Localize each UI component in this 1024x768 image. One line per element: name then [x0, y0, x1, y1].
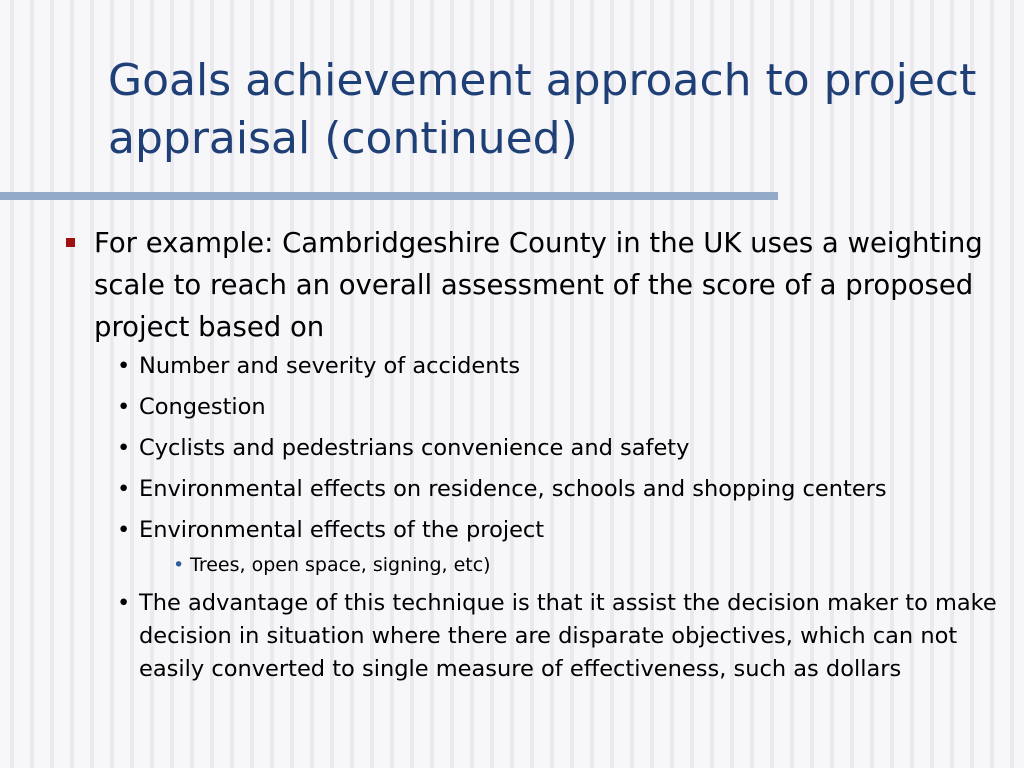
sub-bullet-item: [60, 473, 1010, 506]
sub-bullet-text: Number and severity of accidents: [139, 353, 521, 379]
sub-bullet-list: [60, 350, 1010, 686]
slide-title: Goals achievement approach to project appraisal (continued): [108, 55, 977, 164]
sub-bullet-item: [60, 432, 1010, 465]
bullet-dot-icon: •: [173, 554, 185, 576]
sub-sub-bullet-text: Trees, open space, signing, etc): [190, 554, 491, 576]
bullet-dot-icon: •: [117, 517, 131, 543]
bullet-dot-icon: •: [117, 476, 131, 502]
bullet-dot-icon: •: [117, 353, 131, 379]
sub-bullet-text: Cyclists and pedestrians convenience and safety: [139, 435, 690, 461]
sub-bullet-item: [60, 391, 1010, 424]
sub-bullet-text: Environmental effects of the project: [139, 517, 545, 543]
sub-bullet-item: [60, 350, 1010, 383]
title-divider: [0, 192, 778, 200]
bullet-dot-icon: •: [117, 435, 131, 461]
slide-content: [60, 222, 1010, 694]
bullet-dot-icon: •: [117, 394, 131, 420]
sub-bullet-item: [60, 587, 1010, 686]
sub-bullet-text: Congestion: [139, 394, 266, 420]
main-bullet: [60, 222, 1010, 348]
main-bullet-text: For example: Cambridgeshire County in the UK uses a weighting scale to reach an overall assessment of the score of a proposed project based on: [94, 227, 983, 343]
bullet-dot-icon: •: [117, 590, 131, 616]
sub-bullet-item: [60, 514, 1010, 547]
square-bullet-icon: [66, 238, 75, 247]
sub-sub-bullet-item: [60, 551, 1010, 579]
sub-bullet-text: Environmental effects on residence, schools and shopping centers: [139, 476, 887, 502]
final-bullet-text: The advantage of this technique is that it assist the decision maker to make decision in situation where there are disparate objectives, which can not easily converted to single measure of effectiveness, such as dollars: [139, 590, 997, 682]
